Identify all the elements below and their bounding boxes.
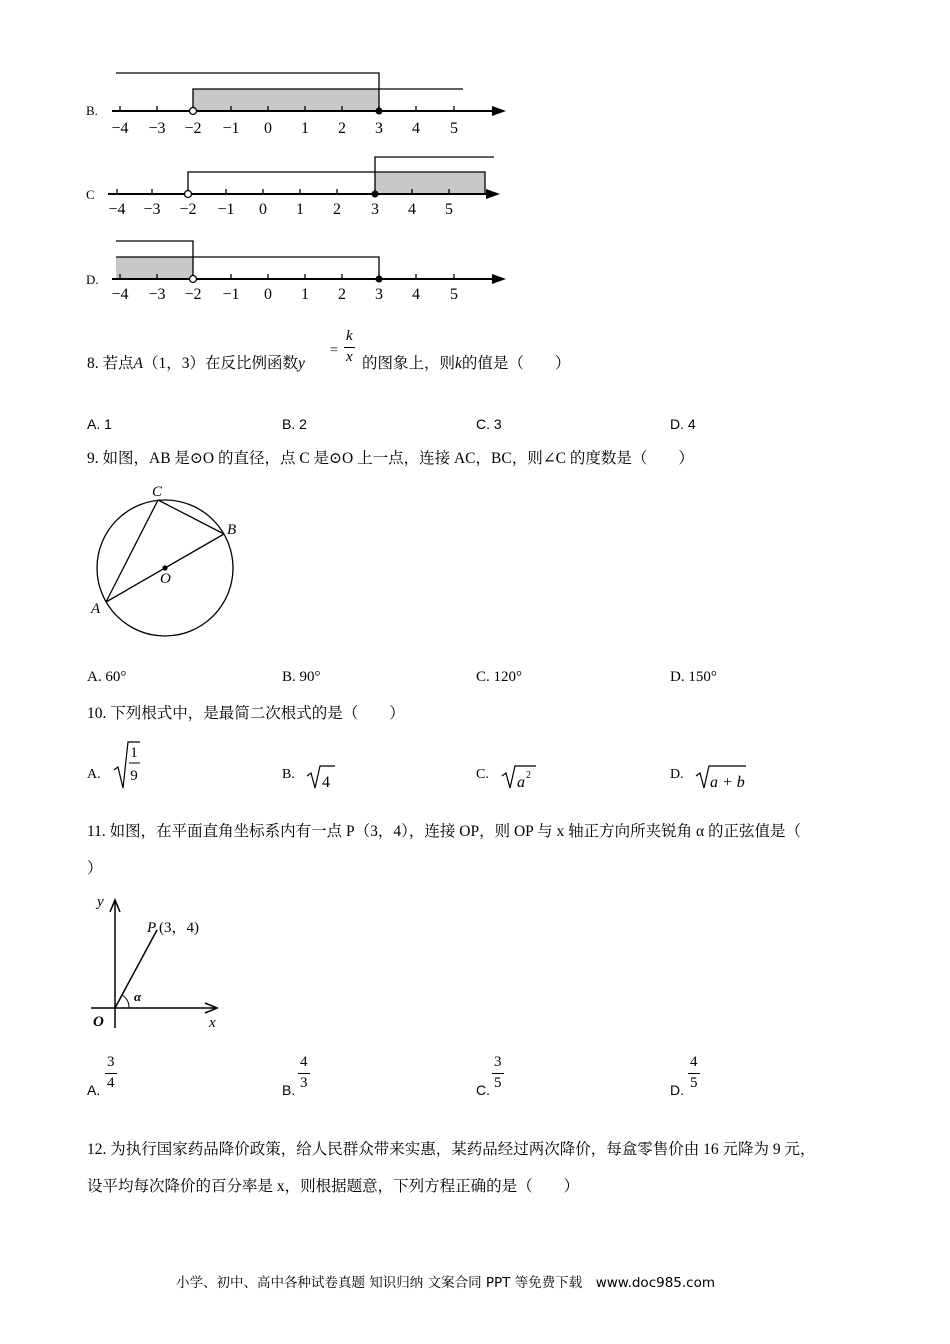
question-11-stem-line1: 11. 如图，在平面直角坐标系内有一点 P（3，4），连接 OP，则 OP 与 x 轴正方向所夹锐角 α 的正弦值是（ (87, 823, 801, 840)
q8-text-before: 8. 若点 (87, 355, 134, 372)
q10-a-num: 1 (130, 745, 138, 761)
label-c: C (152, 484, 163, 500)
question-9-stem: 9. 如图，AB 是⊙O 的直径，点 C 是⊙O 上一点，连接 AC，BC，则∠C 的度数是（ ） (87, 450, 694, 467)
q11-label-c: C. (476, 1082, 490, 1098)
tick-label: −1 (222, 286, 240, 303)
page-footer[interactable]: 小学、初中、高中各种试卷真题 知识归纳 文案合同 PPT 等免费下载 www.doc985.com (176, 1275, 716, 1291)
tick-label: 4 (408, 201, 416, 218)
shade-region (116, 257, 193, 279)
tick-label: −1 (217, 201, 235, 218)
question-8-tail (362, 356, 570, 372)
center-point (162, 565, 167, 570)
q9-option-b[interactable]: B. 90° (282, 669, 321, 685)
label-o: O (93, 1014, 104, 1030)
tick-label: 3 (371, 201, 379, 218)
number-line-d (0, 228, 950, 368)
label-o: O (160, 571, 171, 587)
question-8 (87, 356, 305, 372)
tick-label: 5 (450, 120, 458, 137)
q10-label-a: A. (87, 767, 101, 782)
option-c-label: C (86, 187, 95, 202)
coordinate-diagram (85, 888, 245, 1038)
tick-label: −1 (222, 120, 240, 137)
circle-diagram (80, 478, 260, 648)
tick-label: −3 (143, 201, 161, 218)
question-12-line1: 12. 为执行国家药品降价政策，给人民群众带来实惠，某药品经过两次降价，每盒零售价由 16 元降为 9 元， (87, 1141, 816, 1158)
q10-label-d: D. (670, 767, 684, 782)
q11-b-den: 3 (300, 1075, 308, 1091)
q10-c-base: a (517, 774, 525, 791)
q8-coords: （1，3）在反比例函数 (142, 355, 298, 372)
option-b-label: B. (86, 103, 98, 118)
label-p: P (147, 920, 157, 936)
q11-label-b: B. (282, 1082, 296, 1098)
q8-option-b[interactable]: B. 2 (282, 416, 307, 432)
q8-k: k (455, 355, 462, 372)
q11-label-a: A. (87, 1082, 101, 1098)
q8-func-var: y (298, 355, 305, 372)
q8-equals: = (330, 343, 338, 358)
tick-label: 1 (301, 286, 309, 303)
q10-label-b: B. (282, 767, 295, 782)
label-x: x (209, 1015, 216, 1031)
q10-option-d-radical[interactable] (694, 760, 764, 800)
tick-label: 5 (445, 201, 453, 218)
tick-label: −3 (148, 286, 166, 303)
label-a: A (91, 601, 101, 617)
q10-c-exp: 2 (526, 770, 531, 781)
label-p-coords: (3，4) (159, 920, 199, 936)
q11-c-num: 3 (494, 1054, 502, 1070)
tick-label: 5 (450, 286, 458, 303)
q11-b-num: 4 (300, 1054, 308, 1070)
q9-option-c[interactable]: C. 120° (476, 669, 523, 685)
tick-label: −4 (111, 286, 129, 303)
q10-b-radicand: 4 (322, 774, 330, 791)
q8-option-a[interactable]: A. 1 (87, 416, 112, 432)
tick-label: −2 (184, 286, 202, 303)
q8-option-d[interactable]: D. 4 (670, 416, 696, 432)
q10-option-a-radical[interactable] (112, 734, 152, 794)
q9-option-a[interactable]: A. 60° (87, 669, 127, 685)
q11-d-den: 5 (690, 1075, 698, 1091)
tick-label: −4 (108, 201, 126, 218)
q8-text-end: 的值是（ ） (461, 355, 571, 372)
tick-label: 0 (259, 201, 267, 218)
tick-label: −4 (111, 120, 129, 137)
q8-frac-num: k (346, 328, 353, 344)
option-d-label: D. (86, 272, 99, 287)
tick-label: 3 (375, 286, 383, 303)
q11-a-den: 4 (107, 1075, 115, 1091)
q10-option-c-radical[interactable] (500, 760, 550, 800)
q8-point: A (133, 355, 143, 372)
question-10-stem: 10. 下列根式中，是最简二次根式的是（ ） (87, 705, 405, 722)
tick-label: 3 (375, 120, 383, 137)
q11-option-d[interactable] (688, 1054, 700, 1092)
tick-label: 4 (412, 120, 420, 137)
tick-label: −2 (184, 120, 202, 137)
tick-label: 0 (264, 120, 272, 137)
label-alpha: α (134, 989, 142, 1004)
q10-label-c: C. (476, 767, 489, 782)
q8-text-after: 的图象上，则 (362, 355, 456, 372)
q8-fraction (344, 328, 355, 366)
tick-label: 4 (412, 286, 420, 303)
q11-option-a[interactable] (105, 1054, 117, 1092)
tick-label: 1 (301, 120, 309, 137)
question-11-stem-line2: ） (87, 860, 103, 877)
q10-a-den: 9 (130, 768, 138, 784)
shade-region (193, 89, 379, 111)
q11-option-c[interactable] (492, 1054, 504, 1092)
q8-option-c[interactable]: C. 3 (476, 416, 502, 432)
tick-label: 1 (296, 201, 304, 218)
shade-region (375, 172, 485, 194)
q10-d-radicand: a + b (710, 774, 745, 791)
angle-arc (122, 995, 129, 1008)
q11-option-b[interactable] (298, 1054, 310, 1092)
q11-c-den: 5 (494, 1075, 502, 1091)
q11-label-d: D. (670, 1082, 684, 1098)
q10-option-b-radical[interactable] (305, 760, 345, 800)
q11-a-num: 3 (107, 1054, 115, 1070)
label-b: B (227, 522, 237, 538)
tick-label: −2 (179, 201, 197, 218)
question-12-line2: 设平均每次降价的百分率是 x，则根据题意，下列方程正确的是（ ） (87, 1178, 580, 1195)
q11-d-num: 4 (690, 1054, 698, 1070)
q8-frac-den: x (346, 349, 353, 365)
q9-option-d[interactable]: D. 150° (670, 669, 717, 685)
label-y: y (97, 894, 104, 910)
tick-label: 2 (338, 286, 346, 303)
tick-label: −3 (148, 120, 166, 137)
tick-label: 2 (333, 201, 341, 218)
tick-label: 2 (338, 120, 346, 137)
tick-label: 0 (264, 286, 272, 303)
